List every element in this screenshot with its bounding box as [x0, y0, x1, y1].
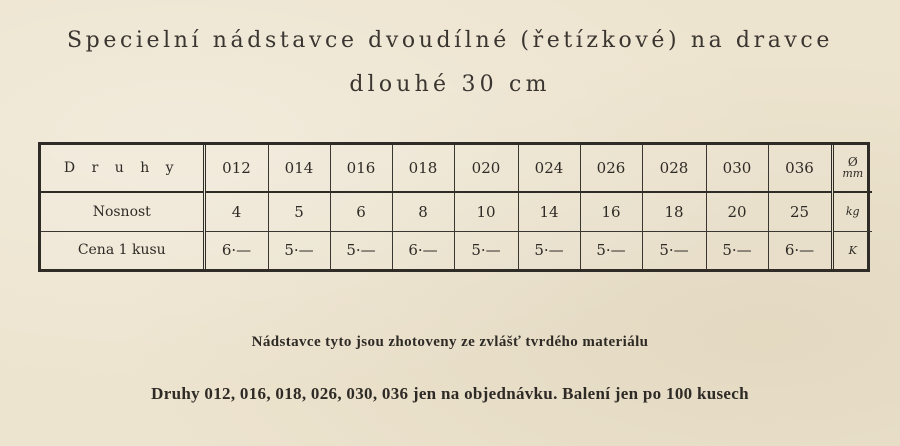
table-row-nosnost — [41, 192, 872, 232]
table-cell: 6·— — [392, 231, 454, 269]
row-label-druhy: D r u h y — [41, 145, 204, 192]
unit-cell-k: K — [832, 231, 872, 269]
table-cell: 6·— — [204, 231, 268, 269]
table-cell: 25 — [768, 192, 832, 232]
table-cell: 016 — [330, 145, 392, 192]
table-row-druhy — [41, 145, 872, 192]
table-cell: 018 — [392, 145, 454, 192]
table-cell: 14 — [518, 192, 580, 232]
table-cell: 16 — [580, 192, 642, 232]
table-cell: 012 — [204, 145, 268, 192]
page-title: Specielní nádstavce dvoudílné (řetízkové) na dravce — [67, 28, 833, 53]
unit-cell-kg: kg — [832, 192, 872, 232]
diameter-symbol: Ø — [847, 154, 858, 169]
table-cell: 5·— — [642, 231, 706, 269]
table-cell: 5·— — [518, 231, 580, 269]
table-cell: 6·— — [768, 231, 832, 269]
table-cell: 10 — [454, 192, 518, 232]
table-cell: 5·— — [580, 231, 642, 269]
note-order: Druhy 012, 016, 018, 026, 030, 036 jen na objednávku. Balení jen po 100 kusech — [151, 384, 749, 403]
table-cell: 024 — [518, 145, 580, 192]
table-cell: 6 — [330, 192, 392, 232]
row-label-nosnost: Nosnost — [41, 192, 204, 232]
row-label-cena: Cena 1 kusu — [41, 231, 204, 269]
price-table-grid — [41, 145, 872, 269]
table-cell: 028 — [642, 145, 706, 192]
table-cell: 030 — [706, 145, 768, 192]
table-cell: 18 — [642, 192, 706, 232]
table-cell: 026 — [580, 145, 642, 192]
table-cell: 20 — [706, 192, 768, 232]
price-table — [38, 142, 870, 272]
table-cell: 5·— — [268, 231, 330, 269]
table-cell: 020 — [454, 145, 518, 192]
table-cell: 4 — [204, 192, 268, 232]
table-cell: 5·— — [330, 231, 392, 269]
unit-cell-diameter — [832, 145, 872, 192]
table-cell: 8 — [392, 192, 454, 232]
table-cell: 014 — [268, 145, 330, 192]
table-cell: 5 — [268, 192, 330, 232]
diameter-unit: mm — [842, 166, 864, 180]
table-cell: 5·— — [454, 231, 518, 269]
table-row-cena — [41, 231, 872, 269]
note-material: Nádstavce tyto jsou zhotoveny ze zvlášť tvrdého materiálu — [251, 334, 649, 350]
page-subtitle: dlouhé 30 cm — [349, 72, 551, 97]
table-cell: 5·— — [706, 231, 768, 269]
table-cell: 036 — [768, 145, 832, 192]
